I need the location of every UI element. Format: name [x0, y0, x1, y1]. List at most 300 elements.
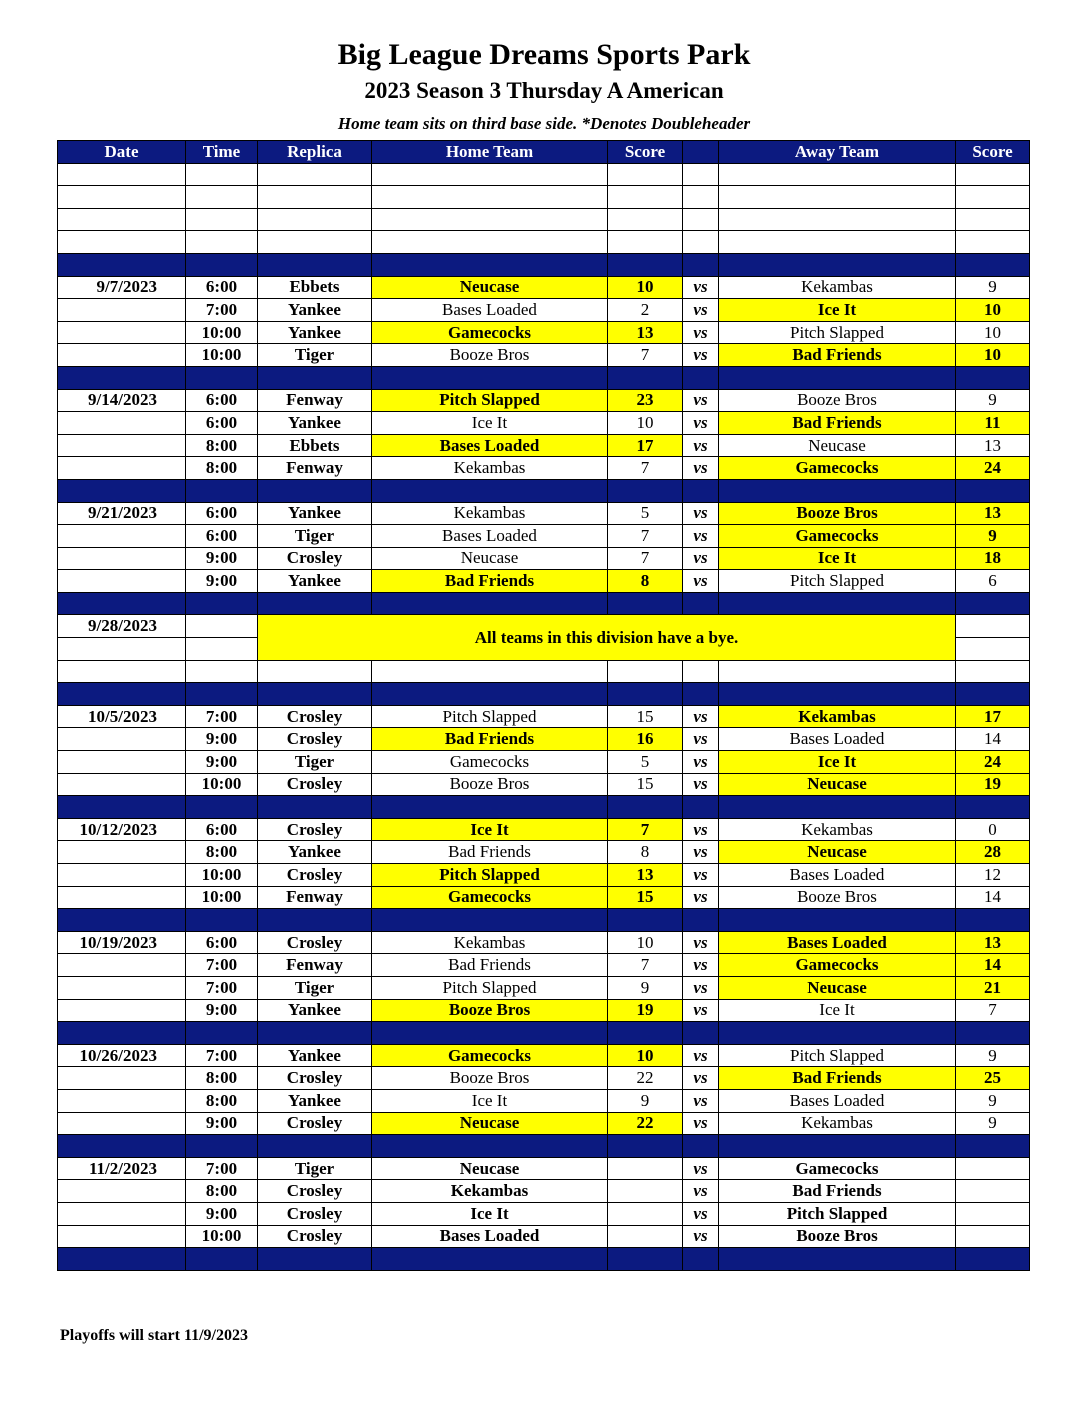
- game-row: [58, 751, 1030, 774]
- playoffs-note: Playoffs will start 11/9/2023: [60, 1327, 248, 1344]
- away-team-cell: Gamecocks: [719, 954, 956, 977]
- home-score-cell: 2: [608, 299, 683, 322]
- away-team-cell: Neucase: [719, 976, 956, 999]
- away-score-cell: 21: [956, 976, 1030, 999]
- away-score-cell: 14: [956, 886, 1030, 909]
- home-team-cell: Bases Loaded: [372, 434, 608, 457]
- home-team-cell: Booze Bros: [372, 1067, 608, 1090]
- away-team-cell: Ice It: [719, 751, 956, 774]
- time-cell: 6:00: [186, 389, 258, 412]
- time-cell: 10:00: [186, 321, 258, 344]
- replica-cell: Crosley: [258, 1067, 372, 1090]
- time-cell: 6:00: [186, 525, 258, 548]
- date-cell: 9/14/2023: [58, 389, 186, 412]
- home-team-cell: Bad Friends: [372, 841, 608, 864]
- time-cell: [186, 366, 258, 389]
- vs-cell: [683, 660, 719, 683]
- week-separator-row: [58, 1022, 1030, 1045]
- away-team-cell: [719, 208, 956, 231]
- game-row: [58, 818, 1030, 841]
- date-cell: [58, 299, 186, 322]
- date-cell: [58, 1089, 186, 1112]
- vs-cell: vs: [683, 1157, 719, 1180]
- vs-cell: vs: [683, 864, 719, 887]
- home-score-cell: 15: [608, 886, 683, 909]
- date-cell: [58, 570, 186, 593]
- replica-cell: Fenway: [258, 954, 372, 977]
- home-score-cell: [608, 366, 683, 389]
- replica-cell: [258, 1135, 372, 1158]
- date-cell: [58, 1067, 186, 1090]
- time-cell: [186, 660, 258, 683]
- vs-cell: vs: [683, 1202, 719, 1225]
- home-team-cell: Bad Friends: [372, 570, 608, 593]
- time-cell: 8:00: [186, 1067, 258, 1090]
- vs-cell: [683, 683, 719, 706]
- time-cell: 7:00: [186, 705, 258, 728]
- vs-cell: vs: [683, 818, 719, 841]
- home-score-cell: 10: [608, 276, 683, 299]
- week-separator-row: [58, 1248, 1030, 1271]
- replica-cell: Crosley: [258, 818, 372, 841]
- home-score-cell: 16: [608, 728, 683, 751]
- home-team-cell: [372, 660, 608, 683]
- week-separator-row: [58, 479, 1030, 502]
- away-score-cell: [956, 1225, 1030, 1248]
- date-cell: 10/12/2023: [58, 818, 186, 841]
- date-cell: [58, 525, 186, 548]
- away-team-cell: Kekambas: [719, 705, 956, 728]
- away-team-cell: Booze Bros: [719, 389, 956, 412]
- game-row: [58, 999, 1030, 1022]
- header-row: [58, 141, 1030, 164]
- away-team-cell: [719, 366, 956, 389]
- away-score-cell: 13: [956, 502, 1030, 525]
- game-row: [58, 276, 1030, 299]
- replica-cell: Crosley: [258, 728, 372, 751]
- home-score-cell: [608, 660, 683, 683]
- time-cell: [186, 208, 258, 231]
- empty-row: [58, 231, 1030, 254]
- away-team-cell: Bad Friends: [719, 1180, 956, 1203]
- replica-cell: [258, 796, 372, 819]
- date-cell: [58, 976, 186, 999]
- home-score-cell: [608, 231, 683, 254]
- game-row: [58, 434, 1030, 457]
- away-team-cell: [719, 231, 956, 254]
- home-team-cell: Neucase: [372, 547, 608, 570]
- away-score-cell: 9: [956, 1044, 1030, 1067]
- replica-cell: Crosley: [258, 1112, 372, 1135]
- game-row: [58, 1225, 1030, 1248]
- page-title: Big League Dreams Sports Park: [337, 38, 751, 71]
- away-team-cell: Pitch Slapped: [719, 321, 956, 344]
- vs-cell: [683, 366, 719, 389]
- home-team-cell: Ice It: [372, 412, 608, 435]
- replica-cell: Yankee: [258, 502, 372, 525]
- replica-cell: [258, 186, 372, 209]
- home-team-cell: Ice It: [372, 818, 608, 841]
- vs-cell: vs: [683, 344, 719, 367]
- away-team-cell: [719, 592, 956, 615]
- home-team-cell: Ice It: [372, 1089, 608, 1112]
- date-cell: [58, 728, 186, 751]
- vs-cell: [683, 592, 719, 615]
- home-score-cell: [608, 163, 683, 186]
- column-header-time: Time: [186, 141, 258, 164]
- game-row: [58, 954, 1030, 977]
- empty-row: [58, 660, 1030, 683]
- home-score-cell: 15: [608, 705, 683, 728]
- home-score-cell: [608, 186, 683, 209]
- away-team-cell: [719, 1248, 956, 1271]
- home-team-cell: Pitch Slapped: [372, 389, 608, 412]
- date-cell: [58, 773, 186, 796]
- week-separator-row: [58, 683, 1030, 706]
- replica-cell: [258, 163, 372, 186]
- date-cell: [58, 1135, 186, 1158]
- game-row: [58, 299, 1030, 322]
- page-subtitle: 2023 Season 3 Thursday A American: [364, 78, 724, 103]
- game-row: [58, 841, 1030, 864]
- away-score-cell: 9: [956, 1089, 1030, 1112]
- home-team-cell: Booze Bros: [372, 773, 608, 796]
- game-row: [58, 525, 1030, 548]
- replica-cell: Crosley: [258, 1180, 372, 1203]
- away-team-cell: Pitch Slapped: [719, 1044, 956, 1067]
- date-cell: [58, 796, 186, 819]
- home-team-cell: Ice It: [372, 1202, 608, 1225]
- vs-cell: vs: [683, 976, 719, 999]
- date-cell: 9/21/2023: [58, 502, 186, 525]
- away-team-cell: Neucase: [719, 434, 956, 457]
- replica-cell: Tiger: [258, 976, 372, 999]
- date-cell: 9/7/2023: [58, 276, 186, 299]
- replica-cell: [258, 479, 372, 502]
- date-cell: [58, 999, 186, 1022]
- away-score-cell: [956, 186, 1030, 209]
- time-cell: 8:00: [186, 841, 258, 864]
- week-separator-row: [58, 253, 1030, 276]
- away-score-cell: 7: [956, 999, 1030, 1022]
- away-team-cell: Bad Friends: [719, 344, 956, 367]
- home-score-cell: 22: [608, 1067, 683, 1090]
- week-separator-row: [58, 796, 1030, 819]
- home-team-cell: Gamecocks: [372, 751, 608, 774]
- away-team-cell: Bad Friends: [719, 412, 956, 435]
- away-score-cell: 0: [956, 818, 1030, 841]
- time-cell: 10:00: [186, 344, 258, 367]
- vs-cell: vs: [683, 1180, 719, 1203]
- home-score-cell: 7: [608, 344, 683, 367]
- replica-cell: [258, 231, 372, 254]
- home-team-cell: Kekambas: [372, 457, 608, 480]
- away-score-cell: [956, 253, 1030, 276]
- home-score-cell: [608, 1180, 683, 1203]
- page-note: Home team sits on third base side. *Denotes Doubleheader: [337, 114, 751, 133]
- date-cell: [58, 547, 186, 570]
- vs-cell: vs: [683, 389, 719, 412]
- home-team-cell: [372, 592, 608, 615]
- vs-cell: vs: [683, 276, 719, 299]
- home-score-cell: 13: [608, 864, 683, 887]
- home-team-cell: [372, 1248, 608, 1271]
- replica-cell: [258, 208, 372, 231]
- replica-cell: Yankee: [258, 1089, 372, 1112]
- time-cell: [186, 683, 258, 706]
- away-score-cell: 18: [956, 547, 1030, 570]
- home-team-cell: [372, 231, 608, 254]
- home-score-cell: 7: [608, 525, 683, 548]
- away-score-cell: [956, 479, 1030, 502]
- bye-message: All teams in this division have a bye.: [258, 615, 956, 660]
- away-score-cell: [956, 615, 1030, 638]
- time-cell: 7:00: [186, 1044, 258, 1067]
- away-score-cell: 10: [956, 321, 1030, 344]
- game-row: [58, 886, 1030, 909]
- vs-cell: vs: [683, 502, 719, 525]
- away-score-cell: 10: [956, 299, 1030, 322]
- time-cell: 8:00: [186, 434, 258, 457]
- home-team-cell: [372, 796, 608, 819]
- away-score-cell: 6: [956, 570, 1030, 593]
- replica-cell: Fenway: [258, 457, 372, 480]
- away-team-cell: [719, 909, 956, 932]
- vs-cell: vs: [683, 525, 719, 548]
- replica-cell: Fenway: [258, 389, 372, 412]
- column-header-home-score: Score: [608, 141, 683, 164]
- vs-cell: [683, 186, 719, 209]
- replica-cell: Yankee: [258, 841, 372, 864]
- away-score-cell: [956, 231, 1030, 254]
- home-team-cell: Booze Bros: [372, 999, 608, 1022]
- away-score-cell: [956, 1180, 1030, 1203]
- away-score-cell: [956, 592, 1030, 615]
- game-row: [58, 389, 1030, 412]
- vs-cell: vs: [683, 1112, 719, 1135]
- home-team-cell: [372, 479, 608, 502]
- home-team-cell: Bad Friends: [372, 728, 608, 751]
- away-score-cell: 13: [956, 434, 1030, 457]
- game-row: [58, 1112, 1030, 1135]
- date-cell: [58, 412, 186, 435]
- time-cell: 10:00: [186, 1225, 258, 1248]
- date-cell: 11/2/2023: [58, 1157, 186, 1180]
- away-score-cell: [956, 163, 1030, 186]
- time-cell: [186, 231, 258, 254]
- time-cell: [186, 1022, 258, 1045]
- away-team-cell: Pitch Slapped: [719, 1202, 956, 1225]
- replica-cell: Crosley: [258, 547, 372, 570]
- date-cell: 10/19/2023: [58, 931, 186, 954]
- vs-cell: vs: [683, 1044, 719, 1067]
- date-cell: [58, 1180, 186, 1203]
- away-score-cell: 9: [956, 389, 1030, 412]
- replica-cell: Crosley: [258, 1202, 372, 1225]
- date-cell: [58, 479, 186, 502]
- home-team-cell: Pitch Slapped: [372, 705, 608, 728]
- home-team-cell: [372, 163, 608, 186]
- time-cell: 7:00: [186, 299, 258, 322]
- away-team-cell: Kekambas: [719, 818, 956, 841]
- date-cell: [58, 954, 186, 977]
- home-score-cell: [608, 479, 683, 502]
- replica-cell: Ebbets: [258, 434, 372, 457]
- date-cell: [58, 592, 186, 615]
- vs-cell: [683, 1022, 719, 1045]
- date-cell: [58, 344, 186, 367]
- home-score-cell: [608, 796, 683, 819]
- home-team-cell: Bases Loaded: [372, 1225, 608, 1248]
- vs-cell: vs: [683, 1089, 719, 1112]
- vs-cell: vs: [683, 299, 719, 322]
- game-row: [58, 1044, 1030, 1067]
- home-score-cell: 7: [608, 457, 683, 480]
- home-score-cell: [608, 253, 683, 276]
- replica-cell: Crosley: [258, 773, 372, 796]
- away-team-cell: Bases Loaded: [719, 1089, 956, 1112]
- column-header-away-score: Score: [956, 141, 1030, 164]
- replica-cell: Crosley: [258, 705, 372, 728]
- away-score-cell: 24: [956, 457, 1030, 480]
- home-team-cell: Pitch Slapped: [372, 976, 608, 999]
- home-score-cell: 17: [608, 434, 683, 457]
- vs-cell: vs: [683, 1067, 719, 1090]
- home-score-cell: [608, 909, 683, 932]
- home-score-cell: [608, 592, 683, 615]
- time-cell: 7:00: [186, 954, 258, 977]
- time-cell: [186, 638, 258, 661]
- column-header-replica: Replica: [258, 141, 372, 164]
- home-score-cell: 22: [608, 1112, 683, 1135]
- away-team-cell: Bases Loaded: [719, 864, 956, 887]
- date-cell: [58, 163, 186, 186]
- vs-cell: vs: [683, 457, 719, 480]
- date-cell: [58, 208, 186, 231]
- away-team-cell: [719, 660, 956, 683]
- time-cell: [186, 1135, 258, 1158]
- replica-cell: [258, 1248, 372, 1271]
- home-score-cell: [608, 1022, 683, 1045]
- away-team-cell: Gamecocks: [719, 1157, 956, 1180]
- column-header-date: Date: [58, 141, 186, 164]
- replica-cell: Tiger: [258, 344, 372, 367]
- game-row: [58, 344, 1030, 367]
- home-team-cell: [372, 1135, 608, 1158]
- week-separator-row: [58, 366, 1030, 389]
- home-team-cell: Kekambas: [372, 502, 608, 525]
- replica-cell: Yankee: [258, 412, 372, 435]
- home-team-cell: Gamecocks: [372, 1044, 608, 1067]
- home-score-cell: 7: [608, 818, 683, 841]
- away-team-cell: Booze Bros: [719, 1225, 956, 1248]
- home-team-cell: Bad Friends: [372, 954, 608, 977]
- replica-cell: [258, 660, 372, 683]
- home-score-cell: [608, 683, 683, 706]
- vs-cell: vs: [683, 728, 719, 751]
- away-score-cell: 19: [956, 773, 1030, 796]
- home-score-cell: [608, 1135, 683, 1158]
- replica-cell: [258, 909, 372, 932]
- game-row: [58, 1089, 1030, 1112]
- home-team-cell: Bases Loaded: [372, 299, 608, 322]
- game-row: [58, 457, 1030, 480]
- away-team-cell: Gamecocks: [719, 457, 956, 480]
- game-row: [58, 412, 1030, 435]
- date-cell: [58, 186, 186, 209]
- away-score-cell: 9: [956, 525, 1030, 548]
- replica-cell: Yankee: [258, 999, 372, 1022]
- vs-cell: [683, 1248, 719, 1271]
- home-team-cell: Neucase: [372, 1157, 608, 1180]
- replica-cell: Tiger: [258, 751, 372, 774]
- column-header-home-team: Home Team: [372, 141, 608, 164]
- away-score-cell: 9: [956, 1112, 1030, 1135]
- time-cell: 9:00: [186, 547, 258, 570]
- game-row: [58, 1180, 1030, 1203]
- time-cell: [186, 1248, 258, 1271]
- replica-cell: Crosley: [258, 1225, 372, 1248]
- home-score-cell: [608, 1225, 683, 1248]
- away-team-cell: Ice It: [719, 999, 956, 1022]
- away-score-cell: 14: [956, 954, 1030, 977]
- away-score-cell: [956, 1022, 1030, 1045]
- date-cell: [58, 231, 186, 254]
- home-team-cell: [372, 186, 608, 209]
- vs-cell: vs: [683, 751, 719, 774]
- week-separator-row: [58, 592, 1030, 615]
- replica-cell: [258, 253, 372, 276]
- home-score-cell: 9: [608, 1089, 683, 1112]
- week-separator-row: [58, 1135, 1030, 1158]
- away-score-cell: 9: [956, 276, 1030, 299]
- vs-cell: [683, 796, 719, 819]
- away-team-cell: Ice It: [719, 299, 956, 322]
- vs-cell: vs: [683, 321, 719, 344]
- vs-cell: [683, 231, 719, 254]
- date-cell: [58, 751, 186, 774]
- home-team-cell: Kekambas: [372, 1180, 608, 1203]
- home-team-cell: [372, 366, 608, 389]
- replica-cell: Yankee: [258, 299, 372, 322]
- away-score-cell: [956, 638, 1030, 661]
- vs-cell: vs: [683, 547, 719, 570]
- away-team-cell: [719, 163, 956, 186]
- date-cell: 10/26/2023: [58, 1044, 186, 1067]
- away-team-cell: Booze Bros: [719, 886, 956, 909]
- home-score-cell: 15: [608, 773, 683, 796]
- away-team-cell: Gamecocks: [719, 525, 956, 548]
- game-row: [58, 547, 1030, 570]
- vs-cell: vs: [683, 773, 719, 796]
- time-cell: 9:00: [186, 999, 258, 1022]
- vs-cell: [683, 163, 719, 186]
- time-cell: 10:00: [186, 864, 258, 887]
- replica-cell: [258, 592, 372, 615]
- vs-cell: [683, 253, 719, 276]
- away-score-cell: [956, 683, 1030, 706]
- vs-cell: vs: [683, 412, 719, 435]
- vs-cell: vs: [683, 434, 719, 457]
- home-score-cell: 13: [608, 321, 683, 344]
- replica-cell: Tiger: [258, 1157, 372, 1180]
- away-team-cell: [719, 1022, 956, 1045]
- time-cell: 6:00: [186, 412, 258, 435]
- empty-row: [58, 186, 1030, 209]
- vs-cell: [683, 909, 719, 932]
- date-cell: [58, 886, 186, 909]
- empty-row: [58, 208, 1030, 231]
